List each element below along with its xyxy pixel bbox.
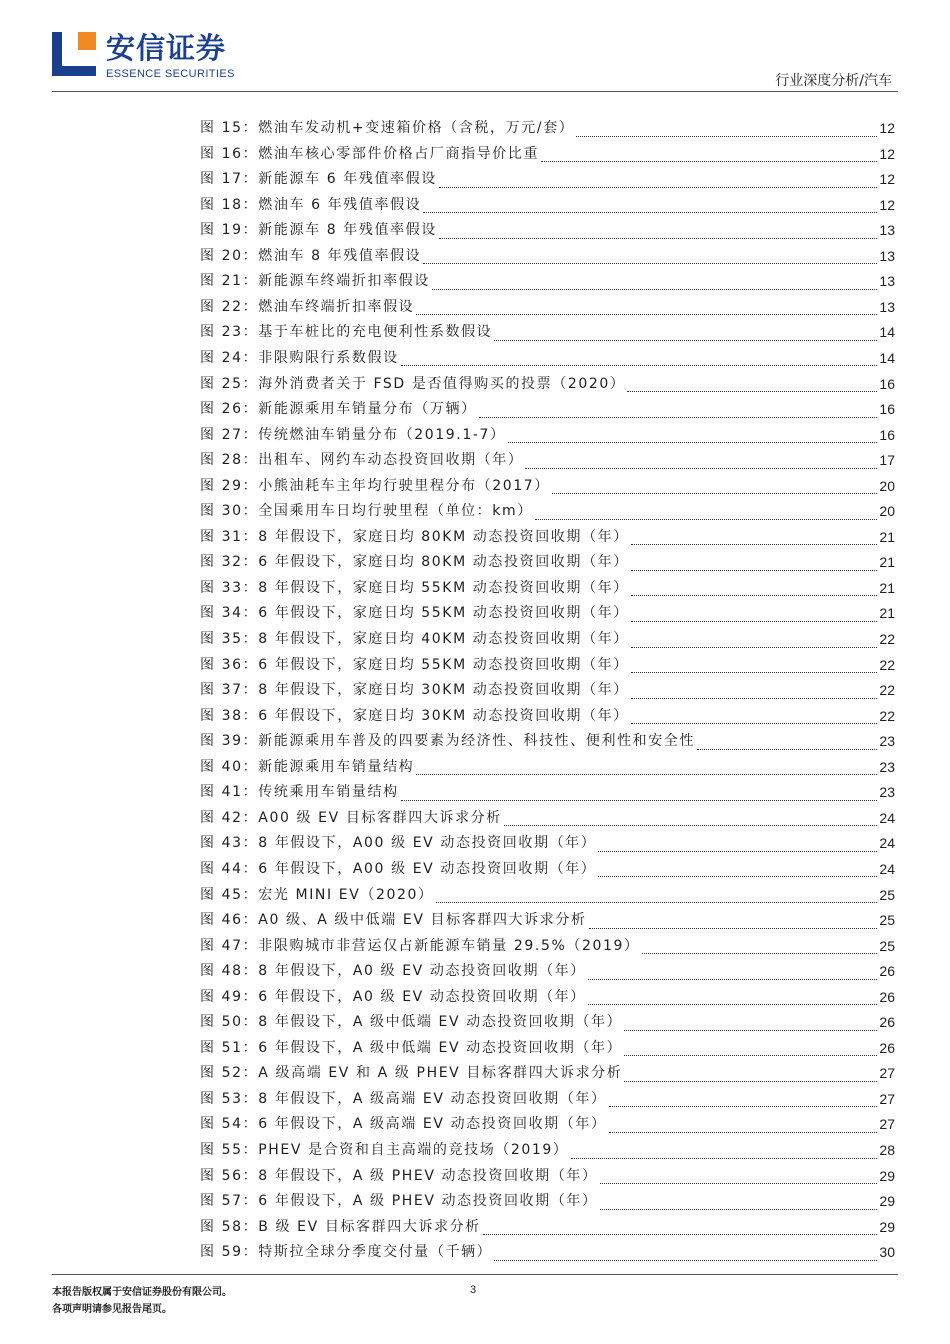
toc-dot-leader	[598, 864, 877, 877]
toc-entry-title: 图 46：A0 级、A 级中低端 EV 目标客群四大诉求分析	[200, 912, 587, 929]
brand-name-cn: 安信证券	[106, 31, 227, 65]
toc-entry[interactable]	[200, 167, 895, 191]
toc-entry-page: 22	[879, 656, 895, 673]
footer-divider	[52, 1274, 898, 1275]
toc-entry-page: 16	[879, 426, 895, 443]
toc-entry-page: 13	[879, 273, 895, 290]
toc-entry[interactable]	[200, 1164, 895, 1188]
toc-entry-page: 13	[879, 247, 895, 264]
toc-entry[interactable]	[200, 1112, 895, 1136]
toc-dot-leader	[479, 405, 878, 418]
toc-entry[interactable]	[200, 1087, 895, 1111]
toc-dot-leader	[631, 711, 878, 724]
toc-entry-page: 30	[879, 1244, 895, 1261]
toc-entry[interactable]	[200, 601, 895, 625]
toc-entry-page: 20	[879, 503, 895, 520]
toc-entry[interactable]	[200, 550, 895, 574]
toc-entry-title: 图 21：新能源车终端折扣率假设	[200, 273, 430, 290]
toc-dot-leader	[416, 302, 877, 315]
toc-dot-leader	[600, 1197, 878, 1210]
toc-entry-title: 图 58：B 级 EV 目标客群四大诉求分析	[200, 1218, 481, 1235]
toc-dot-leader	[631, 532, 878, 545]
toc-dot-leader	[627, 379, 877, 392]
toc-dot-leader	[624, 1069, 877, 1082]
toc-entry-title: 图 40：新能源乘用车销量结构	[200, 758, 415, 775]
toc-dot-leader	[631, 660, 878, 673]
toc-dot-leader	[609, 1120, 878, 1133]
toc-entry-page: 27	[879, 1116, 895, 1133]
toc-entry-page: 17	[879, 452, 895, 469]
toc-entry[interactable]	[200, 244, 895, 268]
page-number: 3	[470, 1284, 477, 1296]
toc-entry-page: 29	[879, 1218, 895, 1235]
toc-dot-leader	[589, 916, 878, 929]
toc-entry-page: 23	[879, 758, 895, 775]
toc-dot-leader	[541, 149, 877, 162]
report-section-label: 行业深度分析/汽车	[775, 73, 892, 89]
toc-entry[interactable]	[200, 372, 895, 396]
toc-entry-title: 图 24：非限购限行系数假设	[200, 349, 399, 366]
toc-entry-title: 图 23：基于车桩比的充电便利性系数假设	[200, 324, 493, 341]
toc-entry-title: 图 15：燃油车发动机+变速箱价格（含税，万元/套）	[200, 120, 575, 136]
toc-entry-page: 21	[879, 605, 895, 622]
toc-entry-page: 28	[879, 1142, 895, 1158]
toc-entry-page: 22	[879, 707, 895, 724]
toc-entry[interactable]	[200, 499, 895, 523]
toc-entry-page: 26	[879, 1014, 895, 1031]
toc-dot-leader	[535, 507, 878, 520]
toc-entry-title: 图 38：6 年假设下，家庭日均 30KM 动态投资回收期（年）	[200, 707, 629, 724]
toc-entry[interactable]	[200, 883, 895, 907]
toc-entry-title: 图 39：新能源乘用车普及的四要素为经济性、科技性、便利性和安全性	[200, 733, 696, 750]
toc-entry[interactable]	[200, 423, 895, 447]
toc-dot-leader	[576, 124, 877, 137]
toc-dot-leader	[483, 1222, 878, 1235]
toc-dot-leader	[624, 1018, 877, 1031]
toc-entry-page: 16	[879, 401, 895, 418]
toc-entry-title: 图 25：海外消费者关于 FSD 是否值得购买的投票（2020）	[200, 375, 626, 392]
toc-dot-leader	[642, 941, 878, 954]
toc-entry-page: 13	[879, 222, 895, 239]
toc-entry[interactable]	[200, 1061, 895, 1085]
toc-dot-leader	[508, 430, 878, 443]
toc-entry[interactable]	[200, 346, 895, 370]
toc-dot-leader	[432, 277, 878, 290]
toc-entry[interactable]	[200, 831, 895, 855]
toc-entry-page: 21	[879, 528, 895, 545]
toc-entry-page: 26	[879, 988, 895, 1005]
toc-entry-page: 24	[879, 835, 895, 852]
toc-entry-title: 图 43：8 年假设下，A00 级 EV 动态投资回收期（年）	[200, 835, 597, 852]
toc-entry-title: 图 52：A 级高端 EV 和 A 级 PHEV 目标客群四大诉求分析	[200, 1065, 623, 1082]
toc-entry-page: 27	[879, 1065, 895, 1082]
toc-dot-leader	[588, 992, 878, 1005]
toc-entry[interactable]	[200, 218, 895, 242]
toc-entry-title: 图 53：8 年假设下，A 级高端 EV 动态投资回收期（年）	[200, 1090, 607, 1107]
toc-entry[interactable]	[200, 1215, 895, 1239]
toc-entry-page: 27	[879, 1090, 895, 1107]
toc-entry-page: 22	[879, 631, 895, 647]
toc-entry-title: 图 51：6 年假设下，A 级中低端 EV 动态投资回收期（年）	[200, 1039, 623, 1056]
footer-disclaimer: 各项声明请参见报告尾页。	[52, 1304, 172, 1315]
toc-dot-leader	[631, 609, 878, 622]
toc-entry[interactable]	[200, 780, 895, 804]
toc-entry-page: 21	[879, 579, 895, 596]
toc-entry-title: 图 18：燃油车 6 年残值率假设	[200, 196, 422, 213]
toc-entry[interactable]	[200, 806, 895, 830]
toc-entry-page: 26	[879, 963, 895, 980]
toc-entry-title: 图 26：新能源乘用车销量分布（万辆）	[200, 401, 477, 418]
toc-entry-title: 图 49：6 年假设下，A0 级 EV 动态投资回收期（年）	[200, 988, 586, 1005]
toc-entry-title: 图 30：全国乘用车日均行驶里程（单位：km）	[200, 503, 533, 520]
toc-entry[interactable]	[200, 1036, 895, 1060]
footer-copyright: 本报告版权属于安信证券股份有限公司。	[52, 1287, 232, 1298]
toc-dot-leader	[439, 175, 878, 188]
toc-entry-title: 图 50：8 年假设下，A 级中低端 EV 动态投资回收期（年）	[200, 1014, 623, 1031]
toc-entry-page: 29	[879, 1193, 895, 1210]
toc-entry-page: 26	[879, 1039, 895, 1056]
toc-dot-leader	[439, 226, 878, 239]
toc-entry-title: 图 27：传统燃油车销量分布（2019.1-7）	[200, 426, 506, 443]
toc-dot-leader	[423, 200, 877, 213]
page-header	[0, 0, 950, 92]
toc-entry-page: 21	[879, 554, 895, 571]
toc-entry-title: 图 35：8 年假设下，家庭日均 40KM 动态投资回收期（年）	[200, 631, 629, 647]
toc-entry-page: 20	[879, 477, 895, 494]
toc-dot-leader	[600, 1171, 878, 1184]
toc-entry[interactable]	[200, 474, 895, 498]
toc-entry[interactable]	[200, 525, 895, 549]
toc-entry-title: 图 41：传统乘用车销量结构	[200, 784, 399, 801]
toc-entry-title: 图 31：8 年假设下，家庭日均 80KM 动态投资回收期（年）	[200, 528, 629, 545]
toc-entry-title: 图 22：燃油车终端折扣率假设	[200, 298, 415, 315]
toc-dot-leader	[525, 456, 877, 469]
toc-entry[interactable]	[200, 729, 895, 753]
toc-entry-page: 25	[879, 937, 895, 954]
toc-entry-title: 图 20：燃油车 8 年残值率假设	[200, 247, 422, 264]
toc-dot-leader	[504, 813, 878, 826]
toc-entry-page: 14	[879, 324, 895, 341]
toc-entry[interactable]	[200, 576, 895, 600]
toc-dot-leader	[423, 251, 877, 264]
toc-entry-title: 图 32：6 年假设下，家庭日均 80KM 动态投资回收期（年）	[200, 554, 629, 571]
toc-entry-page: 13	[879, 298, 895, 315]
toc-entry-title: 图 16：燃油车核心零部件价格占厂商指导价比重	[200, 145, 540, 162]
toc-entry[interactable]	[200, 320, 895, 344]
toc-dot-leader	[588, 967, 878, 980]
toc-entry-title: 图 57：6 年假设下，A 级 PHEV 动态投资回收期（年）	[200, 1193, 598, 1210]
toc-dot-leader	[416, 762, 877, 775]
toc-entry[interactable]	[200, 193, 895, 217]
toc-entry-page: 25	[879, 912, 895, 929]
toc-dot-leader	[401, 788, 878, 801]
toc-dot-leader	[624, 1043, 877, 1056]
toc-entry-page: 23	[879, 733, 895, 750]
toc-entry-title: 图 19：新能源车 8 年残值率假设	[200, 222, 437, 239]
toc-entry[interactable]	[200, 653, 895, 677]
company-logo	[52, 32, 96, 76]
header-divider	[52, 91, 898, 92]
toc-entry-title: 图 48：8 年假设下，A0 级 EV 动态投资回收期（年）	[200, 963, 586, 980]
toc-entry[interactable]	[200, 959, 895, 983]
toc-entry-title: 图 44：6 年假设下，A00 级 EV 动态投资回收期（年）	[200, 860, 597, 877]
toc-dot-leader	[571, 1146, 878, 1159]
toc-entry[interactable]	[200, 678, 895, 702]
toc-entry[interactable]	[200, 142, 895, 166]
toc-entry-title: 图 37：8 年假设下，家庭日均 30KM 动态投资回收期（年）	[200, 682, 629, 699]
toc-entry-page: 25	[879, 886, 895, 903]
toc-entry[interactable]	[200, 269, 895, 293]
toc-entry-title: 图 29：小熊油耗车主年均行驶里程分布（2017）	[200, 477, 550, 494]
toc-entry-page: 12	[879, 196, 895, 213]
toc-dot-leader	[494, 1248, 877, 1261]
toc-entry-page: 12	[879, 171, 895, 188]
toc-entry-page: 29	[879, 1167, 895, 1184]
toc-entry[interactable]	[200, 1189, 895, 1213]
toc-entry[interactable]	[200, 857, 895, 881]
toc-entry-title: 图 33：8 年假设下，家庭日均 55KM 动态投资回收期（年）	[200, 579, 629, 596]
toc-dot-leader	[401, 353, 878, 366]
toc-entry[interactable]	[200, 448, 895, 472]
toc-entry[interactable]	[200, 985, 895, 1009]
toc-entry-title: 图 36：6 年假设下，家庭日均 55KM 动态投资回收期（年）	[200, 656, 629, 673]
toc-entry[interactable]	[200, 908, 895, 932]
toc-entry-title: 图 54：6 年假设下，A 级高端 EV 动态投资回收期（年）	[200, 1116, 607, 1133]
toc-entry-title: 图 42：A00 级 EV 目标客群四大诉求分析	[200, 809, 502, 826]
toc-entry-title: 图 59：特斯拉全球分季度交付量（千辆）	[200, 1244, 493, 1261]
toc-dot-leader	[631, 635, 878, 648]
toc-entry[interactable]	[200, 627, 895, 651]
toc-entry[interactable]	[200, 1240, 895, 1264]
toc-entry[interactable]	[200, 704, 895, 728]
toc-dot-leader	[494, 328, 877, 341]
toc-entry-title: 图 47：非限购城市非营运仅占新能源车销量 29.5%（2019）	[200, 937, 640, 954]
toc-entry[interactable]	[200, 295, 895, 319]
toc-entry-page: 22	[879, 682, 895, 699]
brand-name-en: ESSENCE SECURITIES	[106, 68, 235, 80]
toc-dot-leader	[609, 1094, 878, 1107]
toc-entry-page: 12	[879, 120, 895, 136]
toc-entry[interactable]	[200, 116, 895, 140]
toc-entry[interactable]	[200, 755, 895, 779]
toc-dot-leader	[697, 737, 877, 750]
toc-entry-title: 图 45：宏光 MINI EV（2020）	[200, 886, 434, 903]
toc-dot-leader	[631, 583, 878, 596]
toc-entry-title: 图 55：PHEV 是合资和自主高端的竞技场（2019）	[200, 1142, 569, 1158]
toc-dot-leader	[598, 839, 877, 852]
toc-entry-title: 图 56：8 年假设下，A 级 PHEV 动态投资回收期（年）	[200, 1167, 598, 1184]
toc-entry-title: 图 28：出租车、网约车动态投资回收期（年）	[200, 452, 524, 469]
toc-entry-title: 图 17：新能源车 6 年残值率假设	[200, 171, 437, 188]
toc-entry-page: 23	[879, 784, 895, 801]
toc-entry-page: 24	[879, 809, 895, 826]
toc-entry[interactable]	[200, 934, 895, 958]
toc-entry[interactable]	[200, 397, 895, 421]
toc-dot-leader	[436, 890, 878, 903]
toc-dot-leader	[631, 558, 878, 571]
toc-dot-leader	[552, 481, 878, 494]
toc-entry[interactable]	[200, 1138, 895, 1162]
toc-entry-page: 16	[879, 375, 895, 392]
toc-dot-leader	[631, 686, 878, 699]
toc-entry[interactable]	[200, 1010, 895, 1034]
toc-entry-title: 图 34：6 年假设下，家庭日均 55KM 动态投资回收期（年）	[200, 605, 629, 622]
toc-entry-page: 14	[879, 349, 895, 366]
toc-entry-page: 24	[879, 860, 895, 877]
toc-entry-page: 12	[879, 145, 895, 162]
